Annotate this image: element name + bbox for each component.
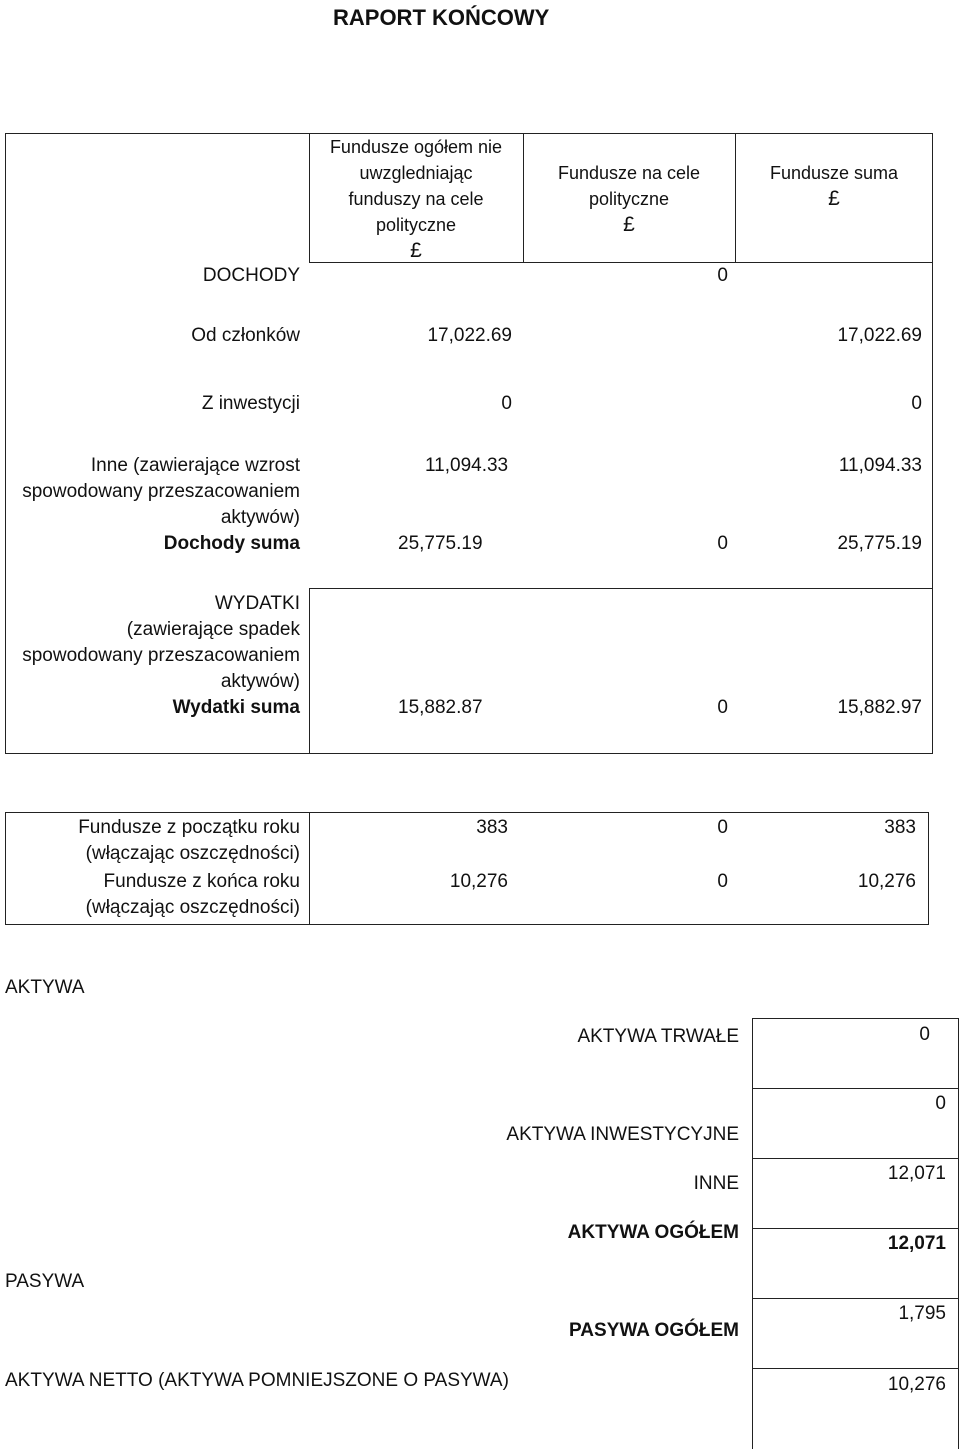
label-aktywa-netto: AKTYWA NETTO (AKTYWA POMNIEJSZONE O PASYWA) [5,1370,509,1391]
value-dochody-suma-col2: 0 [717,533,728,554]
row-label-wydatki: (zawierające spadek [126,619,300,640]
row-label-wydatki: WYDATKI [214,593,300,614]
row-label-z-inwestycji: Z inwestycji [201,393,300,414]
value-z-inwestycji-col3: 0 [911,393,922,414]
page-title: RAPORT KOŃCOWY [333,5,550,30]
value-wydatki-suma-col2: 0 [717,697,728,718]
currency-symbol: £ [828,187,840,210]
value-funds-start-col1: 383 [476,817,508,838]
header-line: polityczne [375,215,457,235]
header-funds-total [736,160,932,212]
value-aktywa-trwale: 0 [919,1024,930,1045]
row-label-funds-end: Fundusze z końca roku [103,871,300,892]
table-divider [752,1088,959,1089]
currency-symbol: £ [623,213,635,236]
pasywa-heading: PASYWA [5,1271,85,1292]
row-label-od-czlonkow: Od członków [191,325,300,346]
value-inne-col3: 11,094.33 [838,455,922,476]
row-label-wydatki: aktywów) [220,671,300,692]
value-pasywa-ogolem: 1,795 [898,1303,946,1324]
row-label-dochody-suma: Dochody suma [163,533,300,554]
label-aktywa-trwale: AKTYWA TRWAŁE [577,1026,739,1047]
header-funds-political [524,160,734,238]
row-label-inne: aktywów) [220,507,300,528]
table-divider [752,1298,959,1299]
table-divider [309,588,933,589]
label-pasywa-ogolem: PASYWA OGÓŁEM [569,1320,739,1341]
header-line: Fundusze ogółem nie [329,137,503,157]
label-aktywa-ogolem: AKTYWA OGÓŁEM [567,1222,739,1243]
header-funds-non-political [310,134,522,264]
value-funds-end-col1: 10,276 [449,871,508,892]
value-wydatki-suma-col3: 15,882.97 [837,697,922,718]
value-z-inwestycji-col1: 0 [501,393,512,414]
value-od-czlonkow-col3: 17,022.69 [837,325,922,346]
value-od-czlonkow-col1: 17,022.69 [427,325,512,346]
header-line: funduszy na cele [348,189,484,209]
row-label-funds-start: Fundusze z początku roku [78,817,300,838]
value-funds-start-col2: 0 [717,817,728,838]
header-line: Fundusze na cele [557,163,701,183]
dochody-value: 0 [717,265,728,286]
value-dochody-suma-col1: 25,775.19 [398,533,483,554]
dochody-label: DOCHODY [202,265,300,286]
value-inne-col1: 11,094.33 [425,455,509,476]
currency-symbol: £ [410,239,422,262]
value-aktywa-netto: 10,276 [887,1374,946,1395]
value-aktywa-inwestycyjne: 0 [935,1093,946,1114]
row-label-inne: spowodowany przeszacowaniem [22,481,300,502]
header-line: polityczne [588,189,670,209]
value-inne: 12,071 [887,1163,946,1184]
label-inne: INNE [693,1173,739,1194]
value-funds-start-col3: 383 [884,817,916,838]
value-dochody-suma-col3: 25,775.19 [837,533,922,554]
header-line: Fundusze suma [769,163,899,183]
table-divider [752,1368,959,1369]
value-wydatki-suma-col1: 15,882.87 [398,697,483,718]
row-label-wydatki: spowodowany przeszacowaniem [22,645,300,666]
row-label-wydatki-suma: Wydatki suma [172,697,300,718]
value-funds-end-col2: 0 [717,871,728,892]
table-divider [752,1228,959,1229]
aktywa-heading: AKTYWA [5,977,85,998]
table-divider [752,1158,959,1159]
row-label-inne: Inne (zawierające wzrost [90,455,300,476]
value-funds-end-col3: 10,276 [857,871,916,892]
header-line: uwzgledniając [359,163,473,183]
table-divider [309,588,310,754]
row-label-funds-start: (włączając oszczędności) [85,843,300,864]
label-aktywa-inwestycyjne: AKTYWA INWESTYCYJNE [506,1124,739,1145]
value-aktywa-ogolem: 12,071 [887,1233,946,1254]
row-label-funds-end: (włączając oszczędności) [85,897,300,918]
